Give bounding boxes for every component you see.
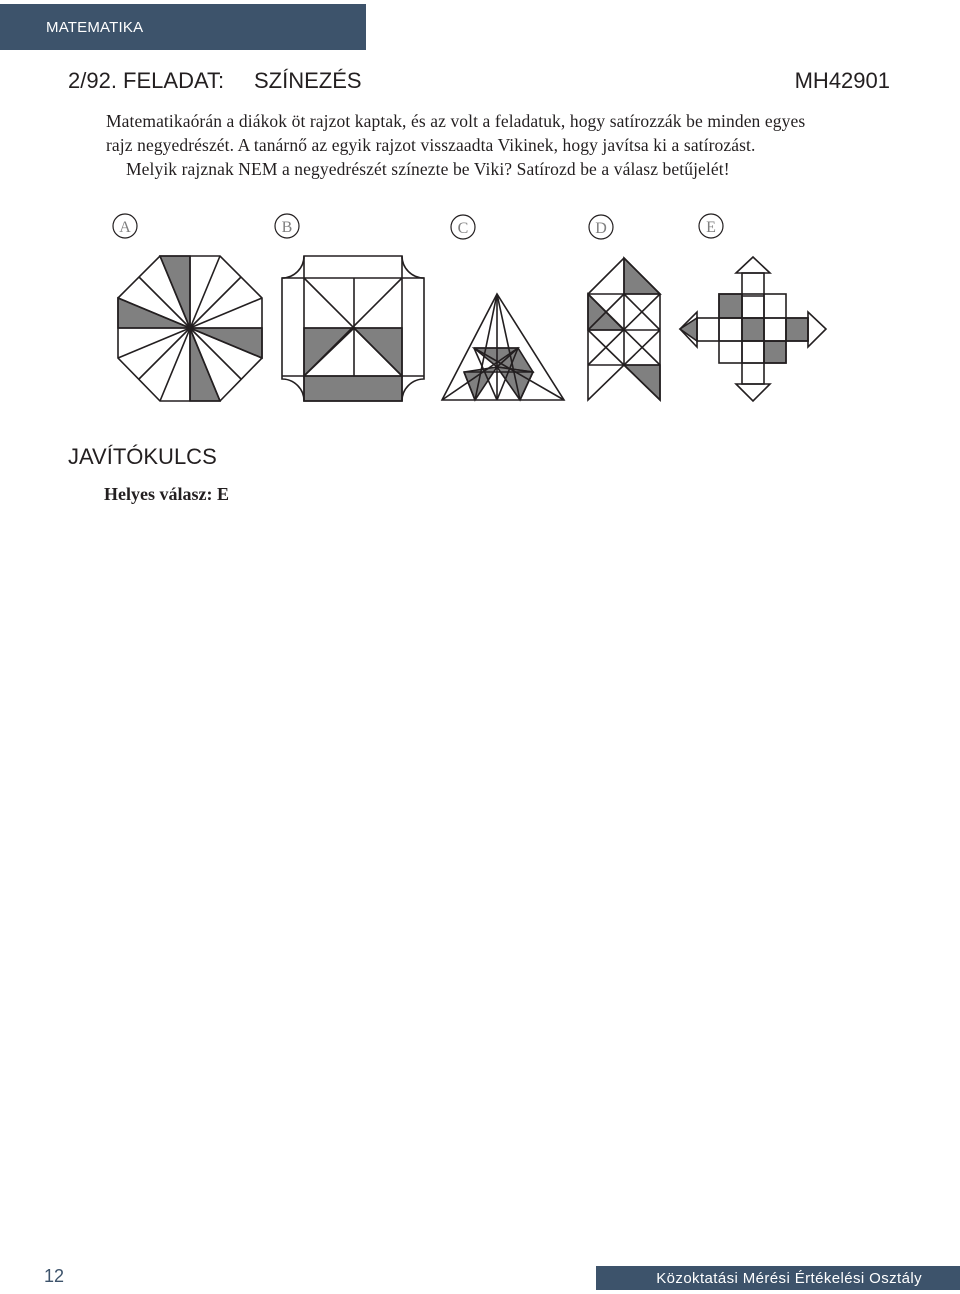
answer-key-title: JAVÍTÓKULCS: [68, 444, 217, 469]
task-heading: [68, 68, 890, 96]
option-e-letter: E: [706, 219, 716, 236]
footer-bar: [596, 1266, 960, 1290]
question-text: [106, 109, 836, 181]
task-code: MH42901: [794, 68, 890, 93]
subject-header: [0, 4, 366, 50]
page-number: 12: [44, 1266, 65, 1286]
figure-b-square: [282, 256, 424, 401]
option-b-letter: B: [281, 219, 293, 236]
task-number: 2/92. FELADAT:: [68, 68, 225, 93]
figure-a-octagon: [118, 256, 262, 401]
option-a[interactable]: [113, 214, 262, 401]
figure-e-cross: [680, 257, 826, 401]
correct-answer: Helyes válasz: E: [104, 484, 229, 504]
question-paragraph-2: Melyik rajznak NEM a negyedrészét színezte be Viki? Satírozd be a válasz betűjelét!: [126, 159, 730, 179]
option-a-letter: A: [119, 219, 131, 236]
option-d[interactable]: [588, 215, 660, 400]
option-d-letter: D: [595, 220, 607, 237]
option-c[interactable]: [442, 215, 564, 400]
subject-label: MATEMATIKA: [46, 18, 144, 36]
question-paragraph-1: Matematikaórán a diákok öt rajzot kaptak, és az volt a feladatuk, hogy satírozzák be minden egyes rajz negyedrészét. A tanárnő az egyik rajzot visszaadta Vikinek, hogy javítsa ki a satírozást.: [106, 111, 806, 155]
task-title: SZÍNEZÉS: [254, 68, 362, 93]
figure-d-arrow: [588, 258, 660, 400]
figure-c-triangle: [442, 294, 564, 400]
option-c-letter: C: [457, 220, 469, 237]
answer-figures: [0, 208, 960, 408]
footer-organization: Közoktatási Mérési Értékelési Osztály: [656, 1269, 922, 1287]
option-b[interactable]: [275, 214, 424, 401]
option-e[interactable]: [680, 214, 826, 401]
